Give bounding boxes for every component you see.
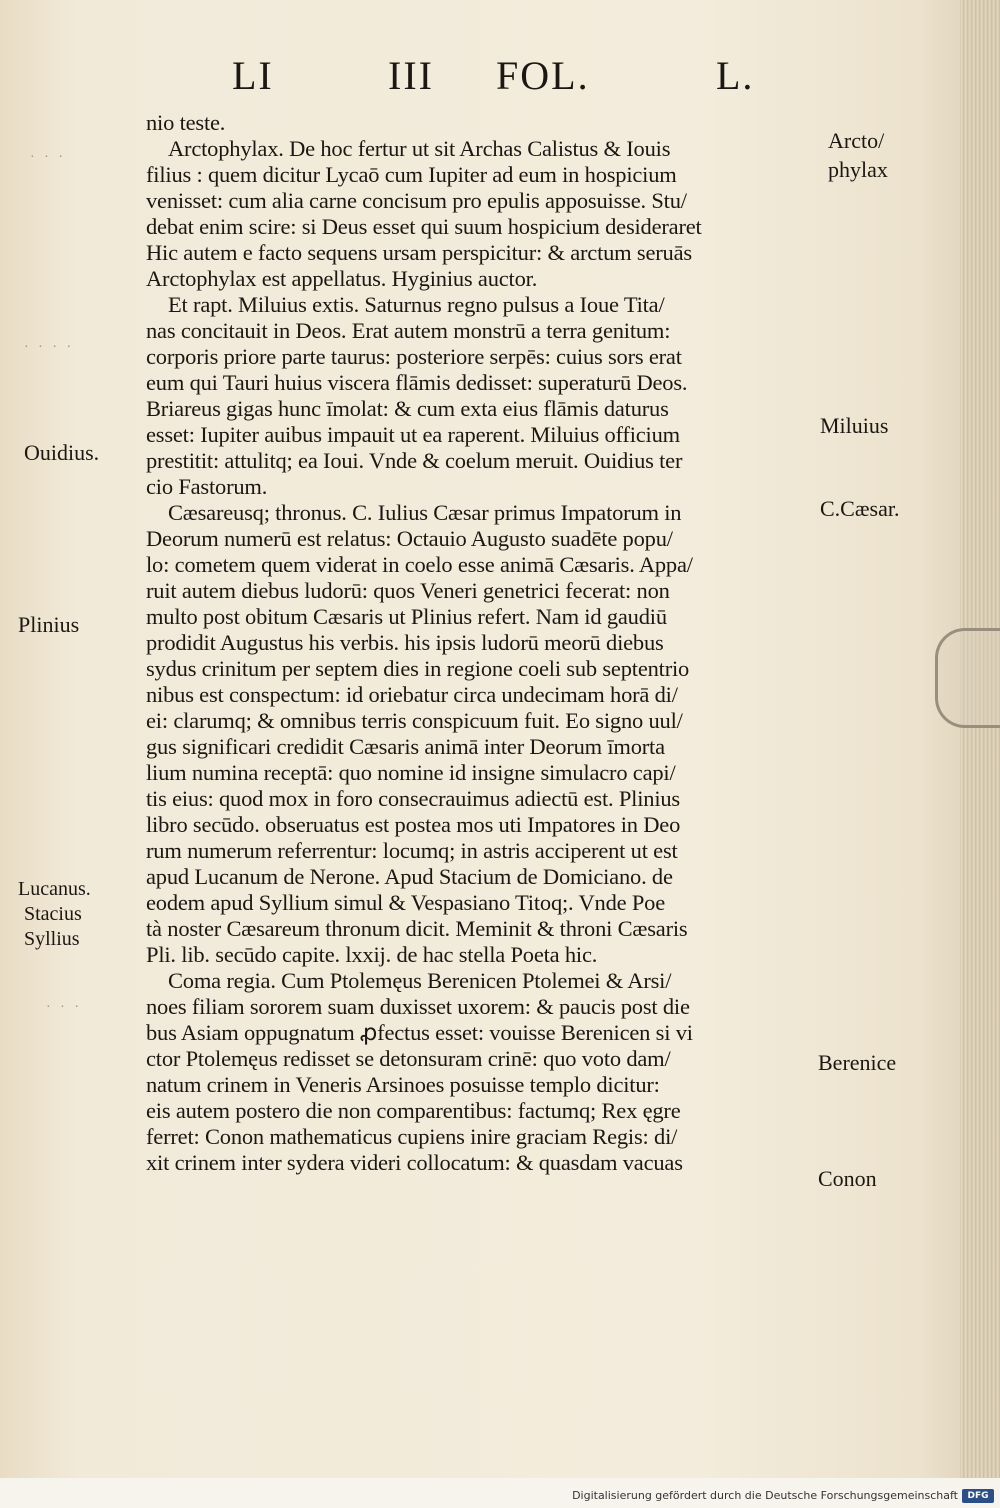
margin-note-conon: Conon	[818, 1166, 877, 1191]
text-line: esset: Iupiter auibus impauit ut ea raperent. Miluius officium	[146, 422, 680, 447]
text-line: ctor Ptolemęus redisset se detonsuram crinē: quo voto dam/	[146, 1046, 671, 1071]
margin-note-miluius: Miluius	[820, 413, 889, 438]
text-line: apud Lucanum de Nerone. Apud Stacium de Domiciano. de	[146, 864, 673, 889]
text-line: Arctophylax est appellatus. Hyginius auctor.	[146, 266, 538, 291]
text-line: Hic autem e facto sequens ursam perspicitur: & arctum seruās	[146, 240, 692, 265]
text-line: nas concitauit in Deos. Erat autem monstrū a terra genitum:	[146, 318, 671, 343]
text-line: libro secūdo. obseruatus est postea mos uti Impatores in Deo	[146, 812, 681, 837]
text-line: debat enim scire: si Deus esset qui suum hospicium desideraret	[146, 214, 702, 239]
text-line: corporis priore parte taurus: posteriore serpēs: cuius sors erat	[146, 344, 682, 369]
text-line: Briareus gigas hunc īmolat: & cum exta eius flāmis daturus	[146, 396, 669, 421]
dfg-logo-icon: DFG	[962, 1489, 994, 1503]
text-line: eodem apud Syllium simul & Vespasiano Titoq;. Vnde Poe	[146, 890, 666, 915]
header-part-1: LI	[232, 53, 274, 98]
margin-note-stacius: Stacius	[24, 903, 82, 925]
text-line: multo post obitum Cæsaris ut Plinius refert. Nam id gaudiū	[146, 604, 667, 629]
page-edge	[960, 0, 1000, 1508]
margin-note-lucanus: Lucanus.	[18, 878, 91, 900]
show-through-smudge: · · ·	[30, 150, 66, 165]
text-line: Deorum numerū est relatus: Octauio Augusto suadēte popu/	[146, 526, 673, 551]
book-clasp	[935, 628, 1000, 728]
margin-note-ouidius: Ouidius.	[24, 440, 100, 465]
margin-note-berenice: Berenice	[818, 1050, 897, 1075]
text-line: lium numina receptā: quo nomine id insigne simulacro capi/	[146, 760, 676, 785]
text-line: Pli. lib. secūdo capite. lxxij. de hac stella Poeta hic.	[146, 942, 598, 967]
header-part-3: FOL.	[496, 53, 590, 98]
text-line: filius : quem dicitur Lycaō cum Iupiter ad eum in hospicium	[146, 162, 677, 187]
text-line: ei: clarumq; & omnibus terris conspicuum fuit. Eo signo uul/	[146, 708, 683, 733]
header-part-4: L.	[716, 53, 755, 98]
show-through-smudge: · · · ·	[24, 340, 75, 355]
text-line: lo: cometem quem viderat in coelo esse animā Cæsaris. Appa/	[146, 552, 693, 577]
text-line: gus significari credidit Cæsaris animā inter Deorum īmorta	[146, 734, 665, 759]
margin-note-syllius: Syllius	[24, 928, 80, 950]
text-line: noes filiam sororem suam duxisset uxorem: & paucis post die	[146, 994, 690, 1019]
text-line: tà noster Cæsareum thronum dicit. Meminit & throni Cæsaris	[146, 916, 688, 941]
show-through-smudge: · · ·	[46, 1000, 82, 1015]
text-line: venisset: cum alia carne concisum pro epulis apposuisse. Stu/	[146, 188, 687, 213]
main-text-block	[146, 110, 818, 1176]
text-line: Arctophylax. De hoc fertur ut sit Archas Calistus & Iouis	[168, 136, 671, 161]
text-line: ruit autem diebus ludorū: quos Veneri genetrici fecerat: non	[146, 578, 670, 603]
text-line: tis eius: quod mox in foro consecrauimus adiectū est. Plinius	[146, 786, 680, 811]
funding-credit: Digitalisierung gefördert durch die Deutsche Forschungsgemeinschaft	[572, 1489, 958, 1502]
footer-strip	[0, 1478, 1000, 1508]
text-line: eis autem postero die non comparentibus: factumq; Rex ęgre	[146, 1098, 681, 1123]
text-line: bus Asiam oppugnatum ꝓfectus esset: vouisse Berenicen si vi	[146, 1020, 693, 1045]
text-line: xit crinem inter sydera videri collocatum: & quasdam vacuas	[146, 1150, 683, 1175]
margin-note-arctophylax-2: phylax	[828, 157, 888, 182]
text-line: cio Fastorum.	[146, 474, 268, 499]
header-part-2: III	[388, 53, 434, 98]
text-line: nio teste.	[146, 110, 226, 135]
margin-note-plinius: Plinius	[18, 612, 80, 637]
text-line: ferret: Conon mathematicus cupiens inire graciam Regis: di/	[146, 1124, 678, 1149]
text-line: eum qui Tauri huius viscera flāmis dedisset: superaturū Deos.	[146, 370, 688, 395]
text-line: Coma regia. Cum Ptolemęus Berenicen Ptolemei & Arsi/	[168, 968, 672, 993]
folio-header	[150, 52, 810, 102]
text-line: prodidit Augustus his verbis. his ipsis ludorū meorū diebus	[146, 630, 664, 655]
text-line: rum numerum referrentur: locumq; in astris acciperent ut est	[146, 838, 678, 863]
text-line: sydus crinitum per septem dies in regione coeli sub septentrio	[146, 656, 690, 681]
text-line: Et rapt. Miluius extis. Saturnus regno pulsus a Ioue Tita/	[168, 292, 665, 317]
margin-note-arctophylax-1: Arcto/	[828, 128, 885, 153]
text-line: nibus est conspectum: id oriebatur circa undecimam horā di/	[146, 682, 678, 707]
text-line: Cæsareusq; thronus. C. Iulius Cæsar primus Impatorum in	[168, 500, 682, 525]
text-line: prestitit: attulitq; ea Ioui. Vnde & coelum meruit. Ouidius ter	[146, 448, 683, 473]
margin-note-caesar: C.Cæsar.	[820, 496, 900, 521]
text-line: natum crinem in Veneris Arsinoes posuisse templo dicitur:	[146, 1072, 660, 1097]
